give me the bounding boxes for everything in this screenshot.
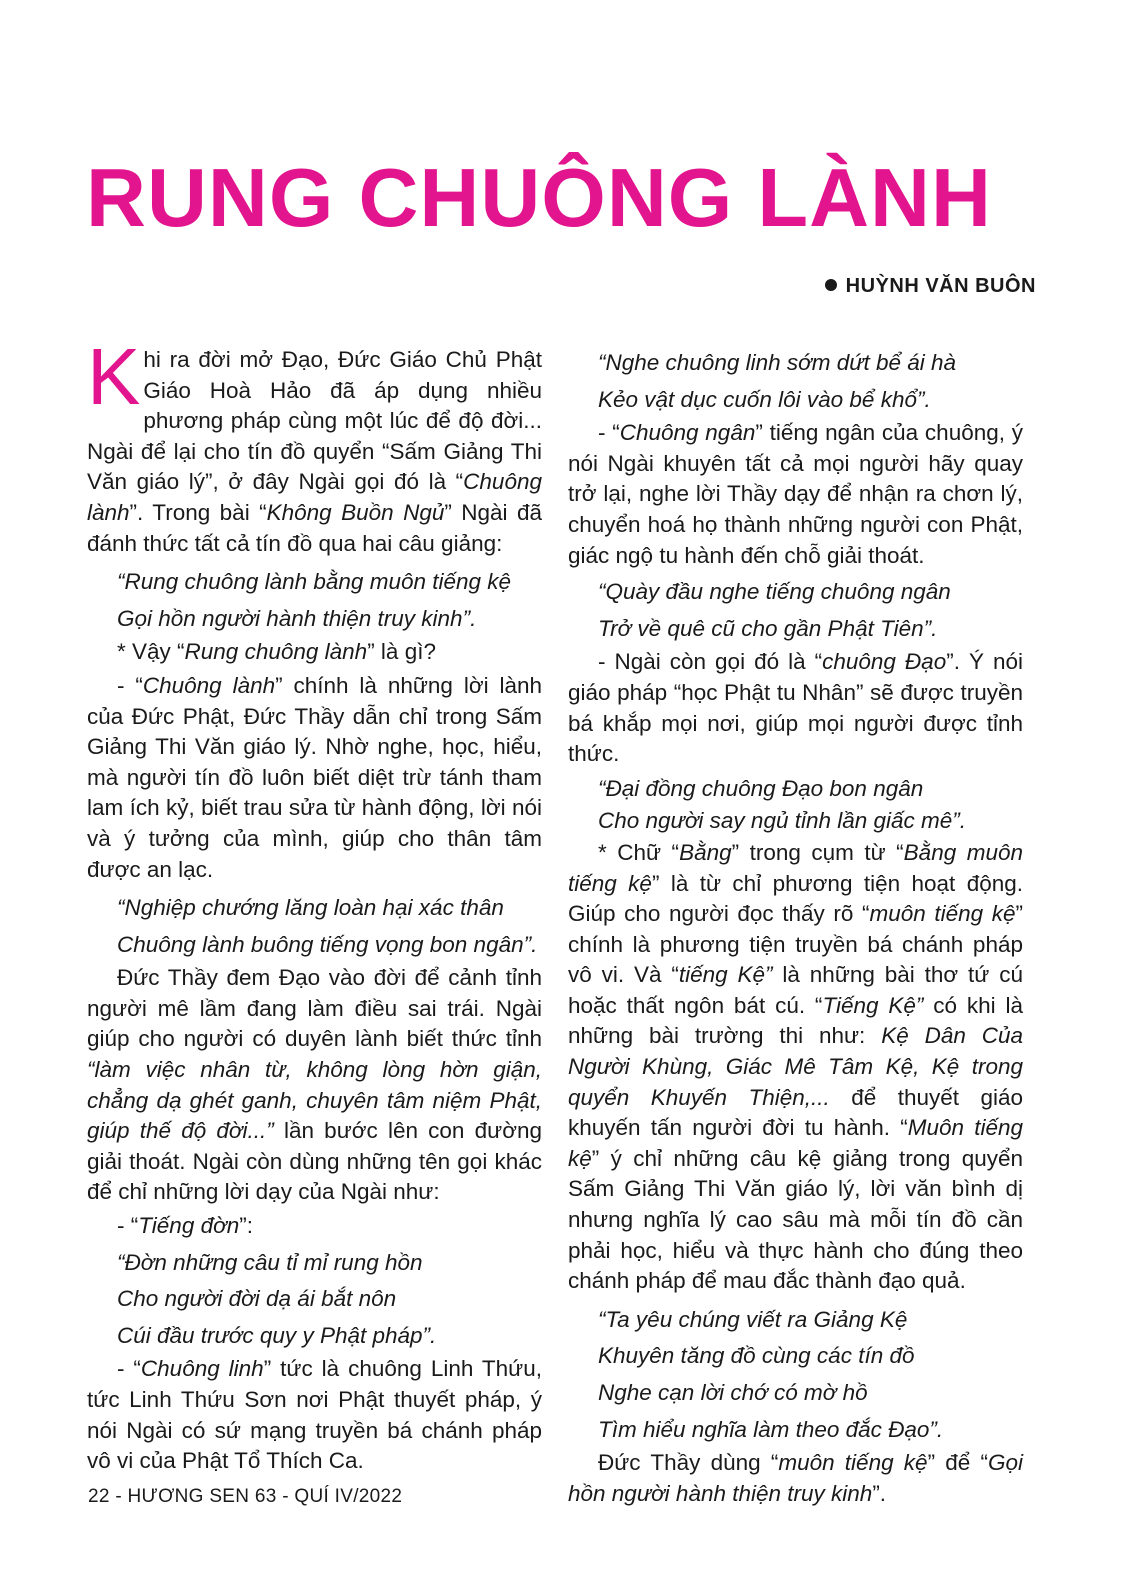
paragraph: - “Tiếng đờn”:	[117, 1213, 253, 1239]
verse-line: Nghe cạn lời chớ có mờ hồ	[598, 1380, 868, 1405]
intro-paragraph: Khi ra đời mở Đạo, Đức Giáo Chủ Phật Giáo Hoà Hảo đã áp dụng nhiều phương pháp cùng một lúc để độ đời... Ngài để lại cho tín đồ quyển “Sấm Giảng Thi Văn giáo lý”, ở đây Ngài gọi đó là “Chuông lành”. Trong bài “Không Buồn Ngủ” Ngài đã đánh thức tất cả tín đồ qua hai câu giảng:	[87, 332, 542, 556]
page-footer: 22 - HƯƠNG SEN 63 - QUÍ IV/2022	[88, 1486, 403, 1507]
verse-line: Khuyên tăng đồ cùng các tín đồ	[598, 1343, 915, 1369]
verse-line: Cúi đầu trước quy y Phật pháp”.	[117, 1322, 437, 1348]
verse-line: “Quày đầu nghe tiếng chuông ngân	[598, 579, 951, 605]
left-column	[87, 332, 542, 1480]
drop-cap: K	[87, 332, 141, 421]
paragraph: * Chữ “Bằng” trong cụm từ “Bằng muôn tiếng kệ” là từ chỉ phương tiện hoạt động. Giúp cho người đọc thấy rõ “muôn tiếng kệ” chính là phương tiện truyền bá chánh pháp vô vi. Và “tiếng Kệ” là những bài thơ tứ cú hoặc thất ngôn bát cú. “Tiếng Kệ” có khi là những bài trường thi như: Kệ Dân Của Người Khùng, Giác Mê Tâm Kệ, Kệ trong quyển Khuyến Thiện,... để thuyết giáo khuyến tấn người đời tu hành. “Muôn tiếng kệ” ý chỉ những câu kệ giảng trong quyển Sấm Giảng Thi Văn giáo lý, lời văn bình dị nhưng nghĩa lý cao sâu mà mỗi tín đồ cần phải học, hiểu và thực hành cho đúng theo chánh pháp để mau đắc thành đạo quả.	[568, 839, 1023, 1294]
paragraph: - “Chuông linh” tức là chuông Linh Thứu, tức Linh Thứu Sơn nơi Phật thuyết pháp, ý nói Ngài có sứ mạng truyền bá chánh pháp vô vi của Phật Tổ Thích Ca.	[87, 1356, 542, 1474]
bullet-dot-icon	[825, 279, 837, 291]
verse-line: “Đờn những câu tỉ mỉ rung hồn	[117, 1249, 423, 1275]
verse-line: “Ta yêu chúng viết ra Giảng Kệ	[598, 1306, 908, 1332]
paragraph: - “Chuông ngân” tiếng ngân của chuông, ý nói Ngài khuyên tất cả mọi người hãy quay trở lại, nghe lời Thầy dạy để nhận ra chơn lý, chuyển hoá họ thành những người con Phật, giác ngộ tu hành đến chỗ giải thoát.	[568, 420, 1023, 568]
paragraph: - “Chuông lành” chính là những lời lành của Đức Phật, Đức Thầy dẫn chỉ trong Sấm Giảng Thi Văn giáo lý. Nhờ nghe, học, hiểu, mà người tín đồ luôn biết diệt trừ tánh tham lam ích kỷ, biết trau sửa từ hành động, lời nói và ý tưởng của mình, giúp cho thân tâm được an lạc.	[87, 672, 542, 882]
verse-line: “Nghiệp chướng lăng loàn hại xác thân	[117, 895, 504, 921]
paragraph: * Vậy “Rung chuông lành” là gì?	[117, 639, 436, 665]
author-name: HUỲNH VĂN BUÔN	[845, 275, 1036, 297]
verse-line: “Đại đồng chuông Đạo bon ngân	[598, 775, 924, 801]
paragraph: Đức Thầy dùng “muôn tiếng kệ” để “Gọi hồn người hành thiện truy kinh”.	[568, 1450, 1024, 1506]
verse-line: Cho người đời dạ ái bắt nôn	[117, 1286, 397, 1312]
paragraph: - Ngài còn gọi đó là “chuông Đạo”. Ý nói giáo pháp “học Phật tu Nhân” sẽ được truyền bá khắp mọi nơi, giúp mọi người được tỉnh thức.	[568, 649, 1023, 767]
verse-line: “Nghe chuông linh sớm dứt bể ái hà	[598, 350, 957, 375]
author-byline	[825, 275, 1036, 298]
verse-line: Trở về quê cũ cho gần Phật Tiên”.	[598, 615, 938, 641]
paragraph: Đức Thầy đem Đạo vào đời để cảnh tỉnh người mê lầm đang làm điều sai trái. Ngài giúp cho người có duyên lành biết thức tỉnh “làm việc nhân từ, không lòng hờn giận, chẳng dạ ghét ganh, chuyên tâm niệm Phật, giúp thế độ đời...” lần bước lên con đường giải thoát. Ngài còn dùng những tên gọi khác để chỉ những lời dạy của Ngài như:	[87, 965, 542, 1205]
article-title: RUNG CHUÔNG LÀNH	[86, 151, 992, 244]
right-column	[568, 345, 1023, 1512]
verse-line: Tìm hiểu nghĩa làm theo đắc Đạo”.	[598, 1416, 944, 1442]
verse-line: Gọi hồn người hành thiện truy kinh”.	[117, 605, 477, 631]
verse-line: Kẻo vật dục cuốn lôi vào bể khổ”.	[598, 386, 931, 412]
verse-line: Cho người say ngủ tỉnh lần giấc mê”.	[598, 808, 967, 834]
verse-line: “Rung chuông lành bằng muôn tiếng kệ	[117, 569, 512, 595]
verse-line: Chuông lành buông tiếng vọng bon ngân”.	[117, 931, 538, 957]
